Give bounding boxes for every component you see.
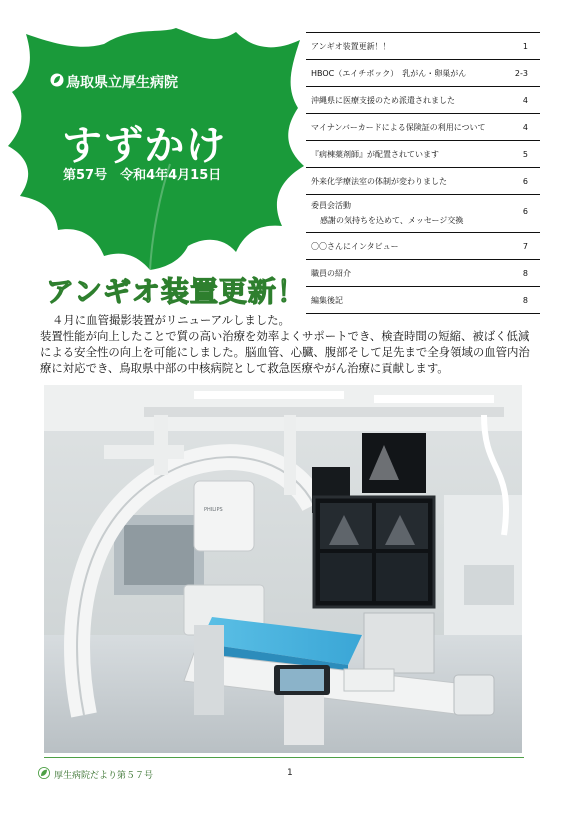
article-headline: アンギオ装置更新！ (46, 275, 306, 308)
table-of-contents (306, 32, 540, 314)
toc-page: 7 (522, 242, 528, 251)
hospital-logo-icon (50, 73, 64, 87)
toc-page: 4 (522, 96, 528, 105)
toc-row[interactable] (306, 113, 540, 140)
page-number: 1 (287, 768, 293, 778)
toc-title: 〇〇さんにインタビュー (311, 242, 399, 251)
toc-title: 委員会活動 (311, 201, 351, 210)
footer-newsletter-name: 厚生病院だより第５７号 (54, 771, 154, 781)
article-lead: ４月に血管撮影装置がリニューアルしました。 (52, 313, 290, 327)
footer-logo-icon (38, 767, 50, 779)
toc-row[interactable] (306, 167, 540, 194)
toc-row[interactable] (306, 232, 540, 259)
toc-page: 1 (522, 42, 528, 51)
article-paragraph: 装置性能が向上したことで質の高い治療を効率よくサポートでき、検査時間の短縮、被ばく低減による安全性の向上を可能にしました。脳血管、心臓、腹部そして足先まで全身領域の血管内治療に対応でき、鳥取県中部の中核病院として救急医療やがん治療に貢献します。 (40, 329, 530, 375)
machine-brand-label: PHILIPS (204, 507, 223, 513)
toc-row[interactable] (306, 259, 540, 286)
toc-row[interactable] (306, 140, 540, 167)
toc-title: 外来化学療法室の体制が変わりました (311, 177, 447, 186)
toc-title: 編集後記 (311, 296, 343, 305)
toc-title: 『病棟薬剤師』が配置されています (311, 150, 439, 159)
toc-page: 6 (522, 207, 528, 216)
toc-subtitle: 感謝の気持ちを込めて、メッセージ交換 (320, 216, 464, 225)
newsletter-title: すずかけ (62, 123, 227, 169)
toc-row[interactable] (306, 194, 540, 232)
toc-row[interactable] (306, 286, 540, 314)
toc-page: 8 (522, 296, 528, 305)
toc-title: マイナンバーカードによる保険証の利用について (311, 123, 486, 132)
angiography-room-photo (44, 385, 522, 753)
toc-page: 8 (522, 269, 528, 278)
toc-title: 沖縄県に医療支援のため派遣されました (311, 96, 455, 105)
toc-page: 4 (522, 123, 528, 132)
toc-title: HBOC（エイチボック） 乳がん・卵巣がん (311, 69, 467, 78)
toc-row[interactable] (306, 59, 540, 86)
toc-page: 2-3 (514, 69, 528, 78)
toc-title: アンギオ装置更新！！ (311, 42, 391, 51)
toc-row[interactable] (306, 86, 540, 113)
issue-info: 第57号 令和4年4月15日 (63, 168, 222, 183)
toc-page: 6 (522, 177, 528, 186)
hospital-name: 鳥取県立厚生病院 (66, 75, 178, 91)
article-body (40, 312, 540, 376)
toc-page: 5 (522, 150, 528, 159)
toc-row[interactable] (306, 32, 540, 59)
footer-divider (44, 757, 524, 758)
toc-title: 職員の紹介 (311, 269, 351, 278)
